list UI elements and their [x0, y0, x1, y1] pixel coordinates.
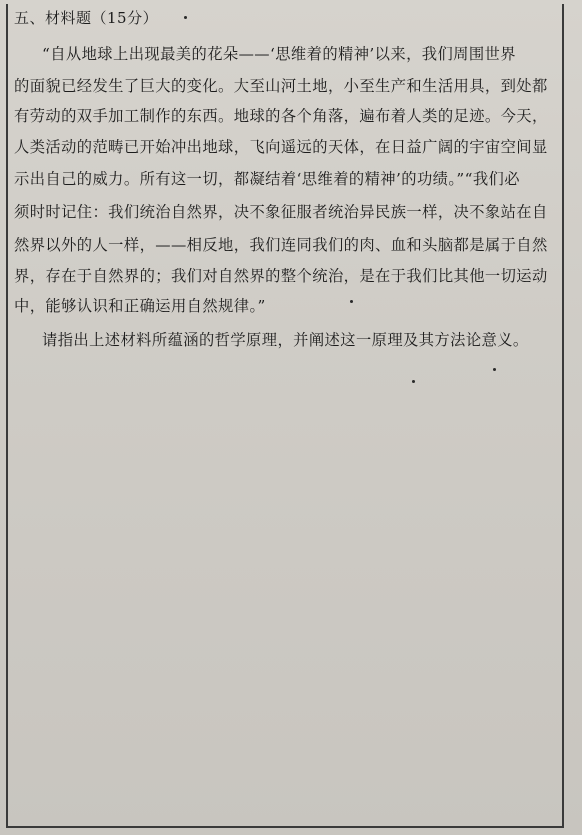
- material-line-7: 然界以外的人一样，——相反地，我们连同我们的肉、血和头脑都是属于自然: [14, 236, 548, 254]
- material-line-6: 须时时记住：我们统治自然界，决不象征服者统治异民族一样，决不象站在自: [14, 203, 548, 221]
- ink-speck: [493, 368, 496, 371]
- ink-speck: [350, 300, 353, 303]
- material-line-5: 示出自己的威力。所有这一切，都凝结着‘思维着的精神’的功绩。”“我们必: [14, 170, 520, 188]
- material-line-4: 人类活动的范畴已开始冲出地球，飞向遥远的天体，在日益广阔的宇宙空间显: [14, 138, 548, 156]
- ink-speck: [184, 16, 187, 19]
- section-heading: 五、材料题（15分）: [14, 9, 159, 27]
- material-line-2: 的面貌已经发生了巨大的变化。大至山河土地，小至生产和生活用具，到处都: [14, 77, 548, 95]
- material-line-1: “自从地球上出现最美的花朵——‘思维着的精神’以来，我们周围世界: [42, 45, 516, 63]
- question-prompt: 请指出上述材料所蕴涵的哲学原理，并阐述这一原理及其方法论意义。: [42, 331, 529, 349]
- ink-speck: [412, 380, 415, 383]
- material-line-8: 界，存在于自然界的；我们对自然界的整个统治，是在于我们比其他一切运动: [14, 267, 548, 285]
- material-line-9: 中，能够认识和正确运用自然规律。”: [14, 297, 266, 315]
- material-line-3: 有劳动的双手加工制作的东西。地球的各个角落，遍布着人类的足迹。今天，: [14, 107, 548, 125]
